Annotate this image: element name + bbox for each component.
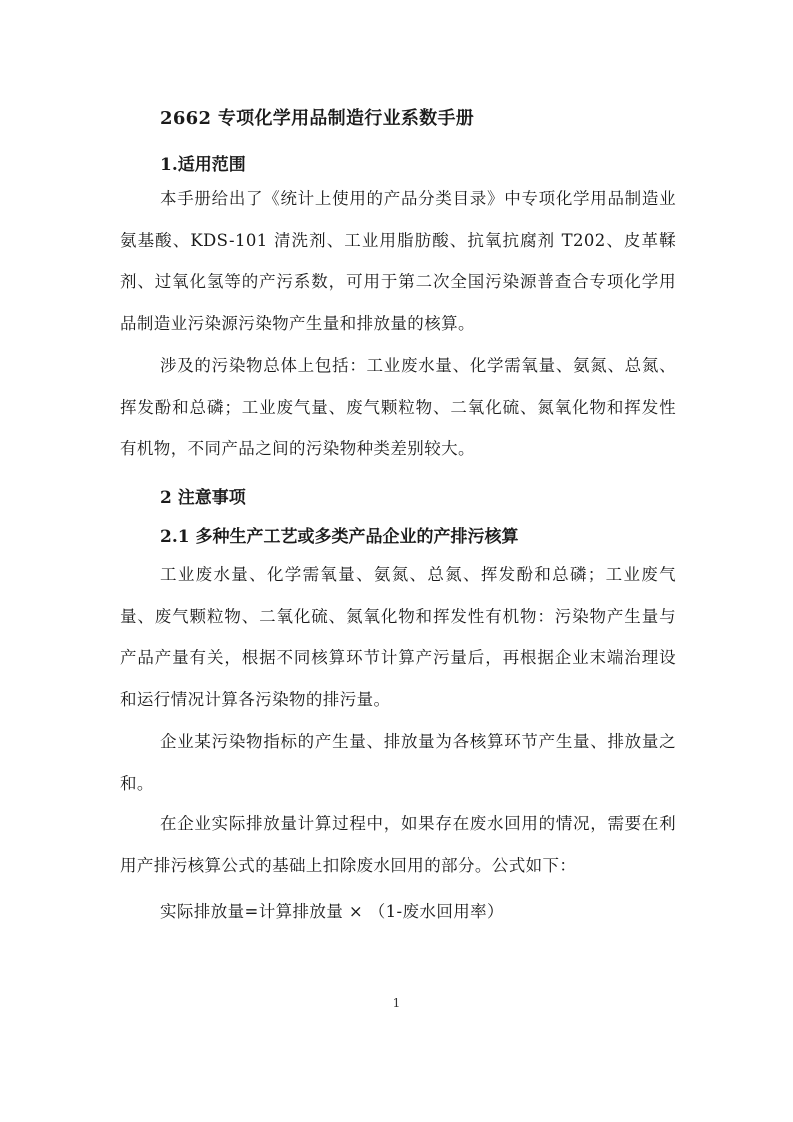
paragraph-scope-intro: 本手册给出了《统计上使用的产品分类目录》中专项化学用品制造业氨基酸、KDS-101 清洗剂、工业用脂肪酸、抗氧抗腐剂 T202、皮革鞣剂、过氧化氢等的产污系数，可用于第二次全国污染源普查合专项化学用品制造业污染源污染物产生量和排放量的核算。 bbox=[120, 189, 676, 333]
formula-actual-emission: 实际排放量=计算排放量 × （1-废水回用率） bbox=[160, 902, 504, 921]
page-number: 1 bbox=[392, 996, 401, 1010]
paragraph-reuse-deduction: 在企业实际排放量计算过程中，如果存在废水回用的情况，需要在利用产排污核算公式的基础上扣除废水回用的部分。公式如下： bbox=[120, 814, 676, 875]
subsection-heading-multi-process: 2.1 多种生产工艺或多类产品企业的产排污核算 bbox=[160, 527, 519, 547]
paragraph-sum-rule: 企业某污染物指标的产生量、排放量为各核算环节产生量、排放量之和。 bbox=[120, 732, 676, 793]
paragraph-accounting-method: 工业废水量、化学需氧量、氨氮、总氮、挥发酚和总磷；工业废气量、废气颗粒物、二氧化硫、氮氧化物和挥发性有机物：污染物产生量与产品产量有关，根据不同核算环节计算产污量后，再根据企业末端治理设和运行情况计算各污染物的排污量。 bbox=[120, 565, 676, 709]
section-heading-scope: 1.适用范围 bbox=[160, 155, 246, 175]
paragraph-pollutants: 涉及的污染物总体上包括：工业废水量、化学需氧量、氨氮、总氮、挥发酚和总磷；工业废气量、废气颗粒物、二氧化硫、氮氧化物和挥发性有机物，不同产品之间的污染物种类差别较大。 bbox=[120, 356, 676, 458]
section-heading-notes: 2 注意事项 bbox=[160, 488, 246, 508]
document-title: 2662 专项化学用品制造行业系数手册 bbox=[160, 108, 475, 129]
